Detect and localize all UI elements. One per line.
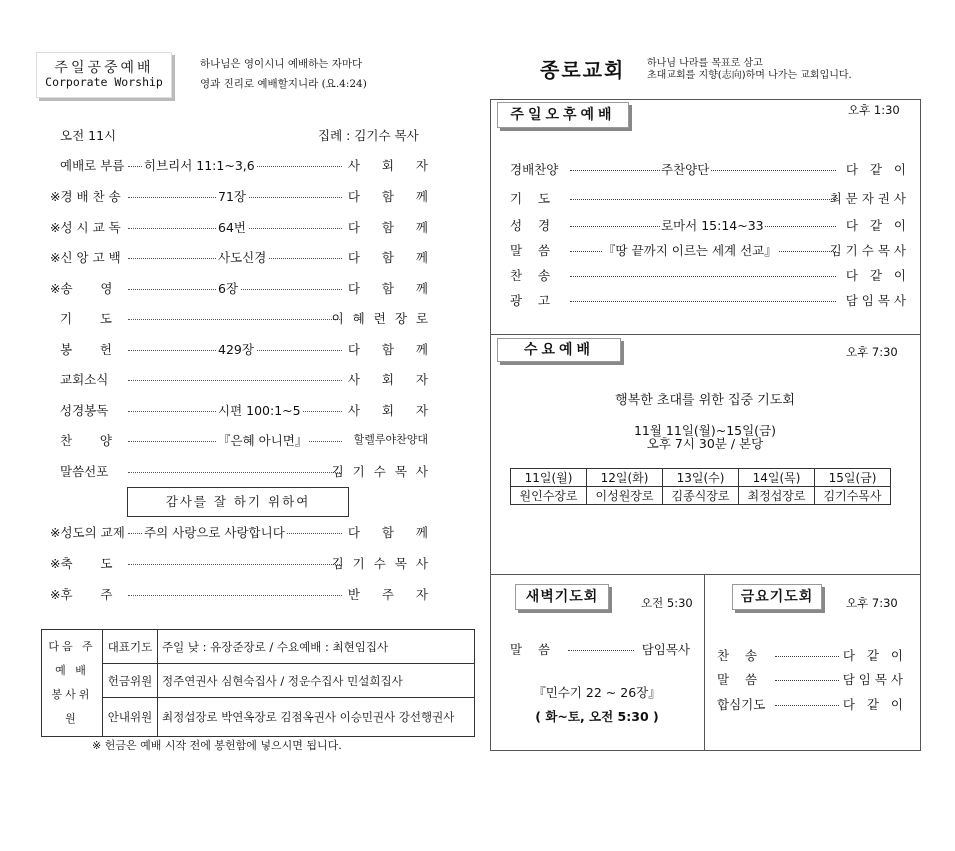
afternoon-item [510, 241, 910, 259]
order-item-by: 다 함 께 [347, 189, 437, 204]
service-time: 오전 11시 [60, 128, 117, 143]
schedule-day: 13일(수) [663, 469, 739, 487]
afternoon-item-by: 최문자권사 [829, 191, 910, 206]
order-item-by: 다 함 께 [347, 220, 437, 235]
dawn-scripture: 『민수기 22 ~ 26장』 [533, 685, 661, 700]
leader-dots [128, 564, 342, 565]
order-item-content: 429장 [218, 342, 254, 357]
order-item-by: 사 회 자 [347, 372, 437, 387]
order-item [46, 187, 437, 205]
committee-side-line: 봉사위원 [51, 688, 93, 725]
leader-dots [570, 199, 836, 200]
friday-item-label: 찬 송 [717, 648, 758, 663]
order-item-content: 71장 [218, 189, 246, 204]
order-item-by: 다 함 께 [347, 281, 437, 296]
order-item-label: ※후 주 [50, 587, 113, 602]
prayer-schedule-table [510, 468, 891, 505]
afternoon-item [510, 266, 910, 284]
committee-side-label [42, 630, 103, 737]
order-item-by: 할렐루야찬양대 [353, 433, 428, 446]
order-item-content: 사도신경 [218, 250, 267, 265]
friday-item [717, 646, 907, 664]
afternoon-item-by: 다 같 이 [845, 218, 910, 233]
afternoon-item-label: 찬 송 [510, 268, 551, 283]
schedule-day: 15일(금) [815, 469, 891, 487]
order-item-label: 예배로 부름 [60, 158, 125, 173]
afternoon-item [510, 291, 910, 309]
dawn-sermon-row [510, 640, 690, 658]
leader-dots [570, 276, 836, 277]
order-item-by: 반 주 자 [347, 587, 437, 602]
leader-dots [775, 705, 839, 706]
sermon-title: 감사를 잘 하기 위하여 [127, 487, 349, 517]
order-item-label: 봉 헌 [60, 342, 112, 357]
order-item-label: 찬 양 [60, 433, 112, 448]
dawn-row-label: 말 씀 [510, 642, 551, 657]
wednesday-event-dates: 11월 11일(월)~15일(금) [633, 423, 777, 438]
order-item [46, 218, 437, 236]
order-item-label: ※신 앙 고 백 [50, 250, 121, 265]
committee-role: 안내위원 [103, 698, 158, 737]
order-item-label: ※축 도 [50, 556, 113, 571]
afternoon-item [510, 160, 910, 178]
afternoon-item-label: 기 도 [510, 191, 551, 206]
committee-side-line: 예 배 [55, 664, 89, 677]
order-item-label: ※경 배 찬 송 [50, 189, 121, 204]
schedule-leader: 이성원장로 [587, 487, 663, 505]
afternoon-item-by: 다 같 이 [845, 268, 910, 283]
dawn-prayer-tab: 새벽기도회 [515, 584, 609, 610]
committee-members: 최정섭장로 박연옥장로 김점옥권사 이승민권사 강선행권사 [158, 698, 475, 737]
friday-item-label: 합심기도 [717, 697, 766, 712]
friday-prayer-tab: 금요기도회 [732, 584, 822, 610]
friday-item-by: 다 같 이 [842, 648, 907, 663]
verse-line-2: 영과 진리로 예배할지니라 (요.4:24) [200, 78, 367, 90]
order-item [46, 156, 437, 174]
worship-title-ko: 주일공중예배 [54, 60, 154, 76]
schedule-leader: 원인수장로 [511, 487, 587, 505]
order-item-label: ※성도의 교제 [50, 525, 125, 540]
divider [490, 334, 920, 335]
order-item-label: 기 도 [60, 311, 112, 326]
afternoon-item-by: 다 같 이 [845, 162, 910, 177]
schedule-day: 14일(목) [739, 469, 815, 487]
order-item-label: ※성 시 교 독 [50, 220, 121, 235]
order-item [46, 401, 437, 419]
wednesday-service-time: 오후 7:30 [846, 345, 898, 359]
order-item-content: 6장 [218, 281, 239, 296]
order-item-content: 64번 [218, 220, 246, 235]
worship-title-box [36, 52, 172, 98]
worship-title-en: Corporate Worship [45, 75, 163, 89]
friday-item [717, 670, 907, 688]
afternoon-item-content: 로마서 15:14~33 [661, 218, 764, 233]
afternoon-item-by: 김기수목사 [829, 243, 910, 258]
afternoon-item-label: 말 씀 [510, 243, 551, 258]
schedule-leader: 최정섭장로 [739, 487, 815, 505]
afternoon-item-by: 담임목사 [845, 293, 910, 308]
afternoon-item-content: 『땅 끝까지 이르는 세계 선교』 [603, 243, 777, 258]
leader-dots [775, 656, 839, 657]
order-item [46, 248, 437, 266]
order-item-content: 『은혜 아니면』 [218, 433, 308, 448]
leader-dots [128, 319, 342, 320]
order-item-label: 교회소식 [60, 372, 109, 387]
divider [704, 574, 705, 750]
friday-item [717, 695, 907, 713]
order-item [46, 431, 428, 449]
committee-members: 주일 낮 : 유장준장로 / 수요예배 : 최현임집사 [158, 630, 475, 664]
service-committee-table [41, 629, 475, 737]
verse-line-1: 하나님은 영이시니 예배하는 자마다 [200, 58, 363, 70]
order-item [46, 585, 437, 603]
committee-members: 정주연권사 심현숙집사 / 정운수집사 민설희집사 [158, 664, 475, 698]
order-item [46, 523, 437, 541]
order-item-label: 말씀선포 [60, 464, 109, 479]
order-item-label: ※송 영 [50, 281, 113, 296]
order-item-by: 사 회 자 [347, 403, 437, 418]
order-item [46, 462, 437, 480]
afternoon-item-label: 성 경 [510, 218, 551, 233]
order-item-content: 시편 100:1~5 [218, 403, 301, 418]
leader-dots [570, 301, 836, 302]
committee-side-line: 다음 주 [48, 640, 96, 653]
order-item-content: 히브리서 11:1~3,6 [144, 158, 255, 173]
service-leader: 집례 : 김기수 목사 [318, 128, 419, 143]
order-item [46, 340, 437, 358]
order-item-by: 다 함 께 [347, 525, 437, 540]
schedule-leader: 김기수목사 [815, 487, 891, 505]
church-motto-2: 초대교회를 지향(志向)하며 나가는 교회입니다. [647, 70, 852, 81]
leader-dots [128, 380, 342, 381]
afternoon-service-tab: 주일오후예배 [497, 102, 629, 128]
friday-item-by: 담임목사 [842, 672, 907, 687]
dawn-row-by: 담임목사 [641, 642, 690, 657]
leader-dots [128, 472, 342, 473]
order-item-content: 주의 사랑으로 사랑합니다 [144, 525, 285, 540]
order-item-by: 다 함 께 [347, 250, 437, 265]
afternoon-item-label: 경배찬양 [510, 162, 559, 177]
order-item-by: 김기수목사 [331, 464, 437, 479]
wednesday-event-title: 행복한 초대를 위한 집중 기도회 [615, 393, 795, 408]
divider [490, 574, 920, 575]
wednesday-event-when: 오후 7시 30분 / 본당 [646, 436, 764, 451]
friday-item-by: 다 같 이 [842, 697, 907, 712]
order-item-by: 사 회 자 [347, 158, 437, 173]
afternoon-service-time: 오후 1:30 [848, 103, 900, 117]
dawn-prayer-time: 오전 5:30 [641, 596, 693, 610]
order-item-by: 다 함 께 [347, 342, 437, 357]
order-item [46, 554, 437, 572]
afternoon-item-label: 광 고 [510, 293, 551, 308]
friday-prayer-time: 오후 7:30 [846, 596, 898, 610]
afternoon-item [510, 216, 910, 234]
order-item [46, 370, 437, 388]
order-item-by: 이혜련장로 [331, 311, 437, 326]
order-item [46, 309, 437, 327]
committee-role: 헌금위원 [103, 664, 158, 698]
afternoon-item [510, 189, 910, 207]
committee-role: 대표기도 [103, 630, 158, 664]
order-item-by: 김기수목사 [331, 556, 437, 571]
schedule-leader: 김종식장로 [663, 487, 739, 505]
afternoon-item-content: 주찬양단 [661, 162, 710, 177]
offering-footnote: ※ 헌금은 예배 시작 전에 봉헌함에 넣으시면 됩니다. [92, 739, 342, 752]
leader-dots [775, 680, 839, 681]
schedule-day: 12일(화) [587, 469, 663, 487]
friday-item-label: 말 씀 [717, 672, 758, 687]
dawn-schedule: ( 화~토, 오전 5:30 ) [535, 709, 659, 724]
leader-dots [568, 650, 634, 651]
wednesday-service-tab: 수요예배 [497, 338, 621, 362]
church-name: 종로교회 [540, 58, 626, 82]
schedule-day: 11일(월) [511, 469, 587, 487]
order-item-label: 성경봉독 [60, 403, 109, 418]
church-motto-1: 하나님 나라를 목표로 삼고 [647, 58, 763, 69]
leader-dots [128, 595, 342, 596]
order-item [46, 279, 437, 297]
